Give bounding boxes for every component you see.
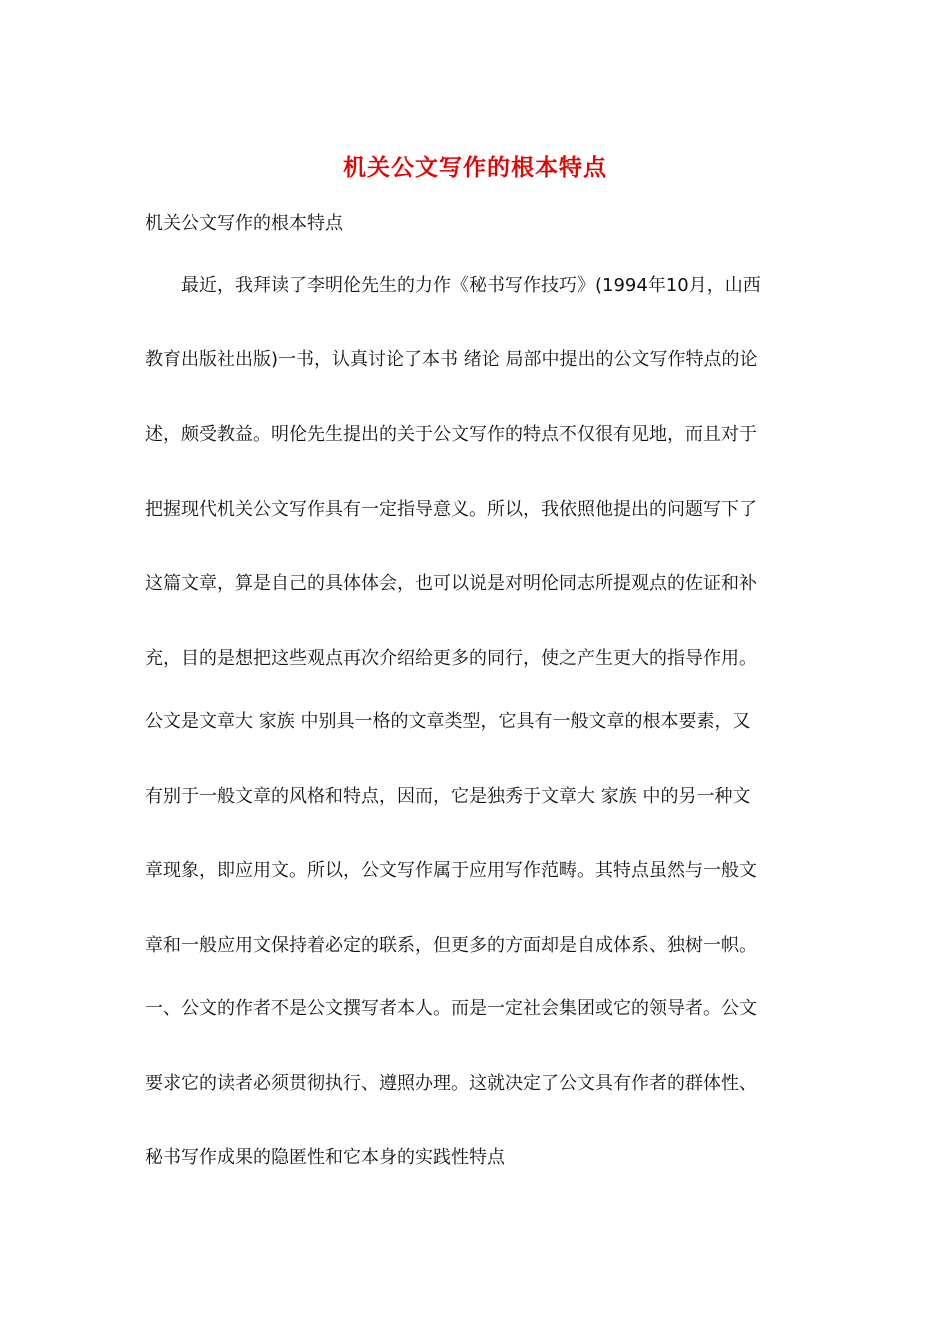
document-title: 机关公文写作的根本特点 bbox=[343, 154, 607, 181]
body-line: 这篇文章，算是自己的具体体会，也可以说是对明伦同志所提观点的佐证和补 bbox=[145, 573, 757, 594]
body-line: 公文是文章大 家族 中别具一格的文章类型，它具有一般文章的根本要素，又 bbox=[145, 711, 751, 732]
body-line: 有别于一般文章的风格和特点，因而，它是独秀于文章大 家族 中的另一种文 bbox=[145, 786, 751, 807]
body-line: 充，目的是想把这些观点再次介绍给更多的同行，使之产生更大的指导作用。 bbox=[145, 648, 757, 669]
body-line: 章现象，即应用文。所以，公文写作属于应用写作范畴。其特点虽然与一般文 bbox=[145, 860, 757, 881]
body-line: 章和一般应用文保持着必定的联系，但更多的方面却是自成体系、独树一帜。 bbox=[145, 935, 757, 956]
body-line: 一、公文的作者不是公文撰写者本人。而是一定社会集团或它的领导者。公文 bbox=[145, 998, 757, 1019]
body-line: 教育出版社出版)一书，认真讨论了本书 绪论 局部中提出的公文写作特点的论 bbox=[145, 349, 758, 370]
body-line: 要求它的读者必须贯彻执行、遵照办理。这就决定了公文具有作者的群体性、 bbox=[145, 1073, 757, 1094]
body-line: 述，颇受教益。明伦先生提出的关于公文写作的特点不仅很有见地，而且对于 bbox=[145, 424, 757, 445]
body-line: 秘书写作成果的隐匿性和它本身的实践性特点 bbox=[145, 1147, 505, 1168]
body-line: 最近，我拜读了李明伦先生的力作《秘书写作技巧》(1994年10月，山西 bbox=[145, 275, 761, 296]
body-line: 把握现代机关公文写作具有一定指导意义。所以，我依照他提出的问题写下了 bbox=[145, 499, 757, 520]
document-subtitle: 机关公文写作的根本特点 bbox=[145, 213, 343, 234]
